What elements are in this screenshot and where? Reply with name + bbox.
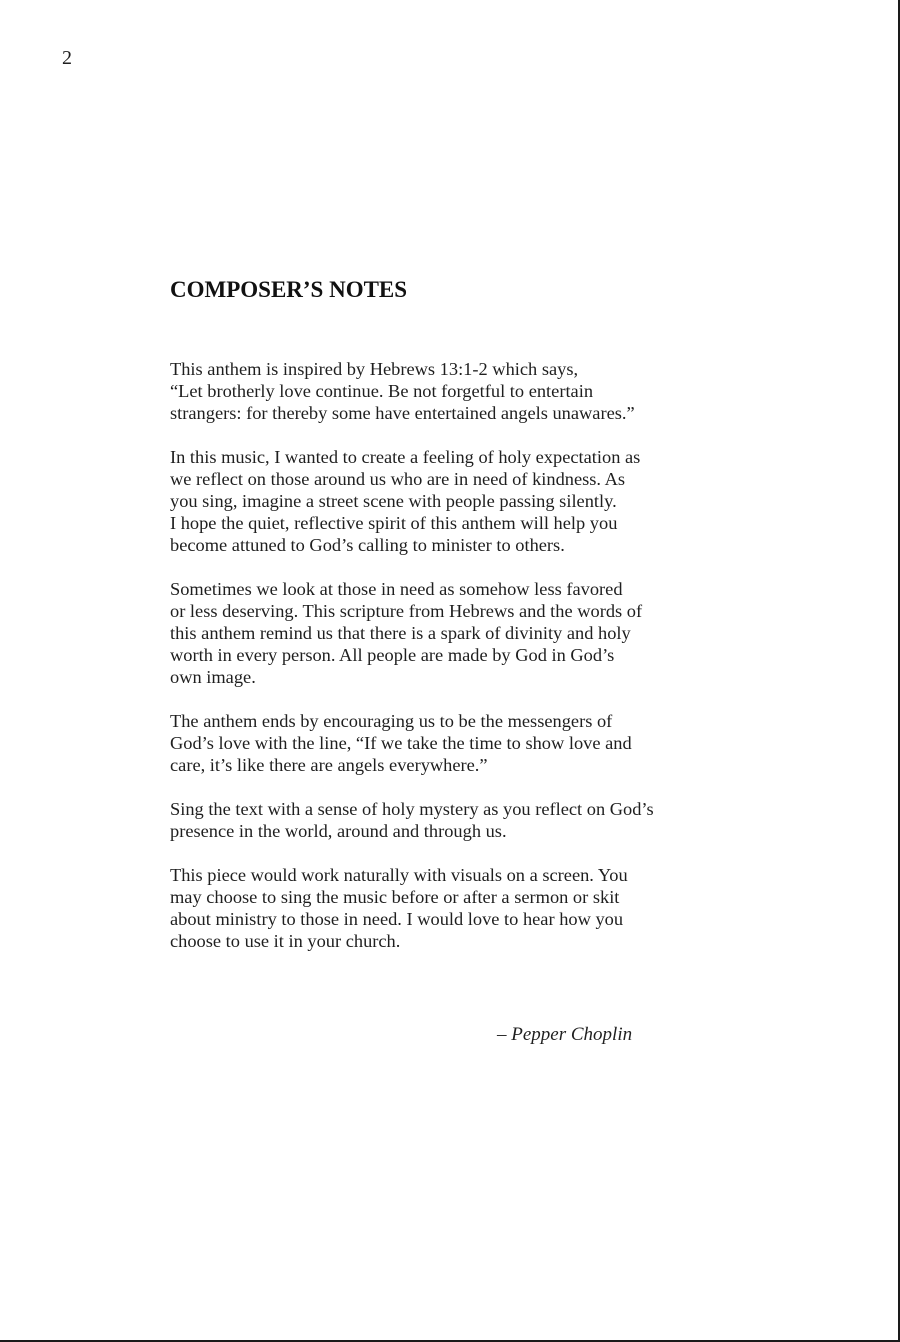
composer-signature: – Pepper Choplin [497, 1024, 633, 1045]
paragraph-usage [170, 864, 770, 952]
text-line: This piece would work naturally with visuals on a screen. You [170, 865, 628, 885]
text-line: may choose to sing the music before or after a sermon or skit [170, 887, 620, 907]
paragraph-scripture [170, 358, 770, 424]
text-line: Sometimes we look at those in need as somehow less favored [170, 579, 623, 599]
page-title: COMPOSER’S NOTES [170, 277, 408, 302]
text-line: care, it’s like there are angels everywhere.” [170, 755, 488, 775]
text-line: strangers: for thereby some have entertained angels unawares.” [170, 403, 635, 423]
text-line: In this music, I wanted to create a feeling of holy expectation as [170, 447, 641, 467]
text-line: about ministry to those in need. I would love to hear how you [170, 909, 624, 929]
page-number: 2 [62, 47, 72, 69]
text-line: own image. [170, 667, 256, 687]
paragraph-ending [170, 710, 770, 776]
text-line: choose to use it in your church. [170, 931, 401, 951]
text-line: you sing, imagine a street scene with people passing silently. [170, 491, 617, 511]
text-line: God’s love with the line, “If we take the time to show love and [170, 733, 632, 753]
text-line: Sing the text with a sense of holy mystery as you reflect on God’s [170, 799, 654, 819]
text-line: we reflect on those around us who are in need of kindness. As [170, 469, 626, 489]
text-line: The anthem ends by encouraging us to be the messengers of [170, 711, 613, 731]
text-line: “Let brotherly love continue. Be not forgetful to entertain [170, 381, 594, 401]
text-line: become attuned to God’s calling to minister to others. [170, 535, 565, 555]
text-line: I hope the quiet, reflective spirit of this anthem will help you [170, 513, 618, 533]
composer-notes-section [170, 276, 770, 974]
paragraph-performance [170, 798, 770, 842]
text-line: this anthem remind us that there is a spark of divinity and holy [170, 623, 631, 643]
text-line: This anthem is inspired by Hebrews 13:1-2 which says, [170, 359, 579, 379]
paragraph-divinity [170, 578, 770, 688]
paragraph-intent [170, 446, 770, 556]
text-line: worth in every person. All people are made by God in God’s [170, 645, 615, 665]
text-line: presence in the world, around and through us. [170, 821, 507, 841]
text-line: or less deserving. This scripture from Hebrews and the words of [170, 601, 643, 621]
